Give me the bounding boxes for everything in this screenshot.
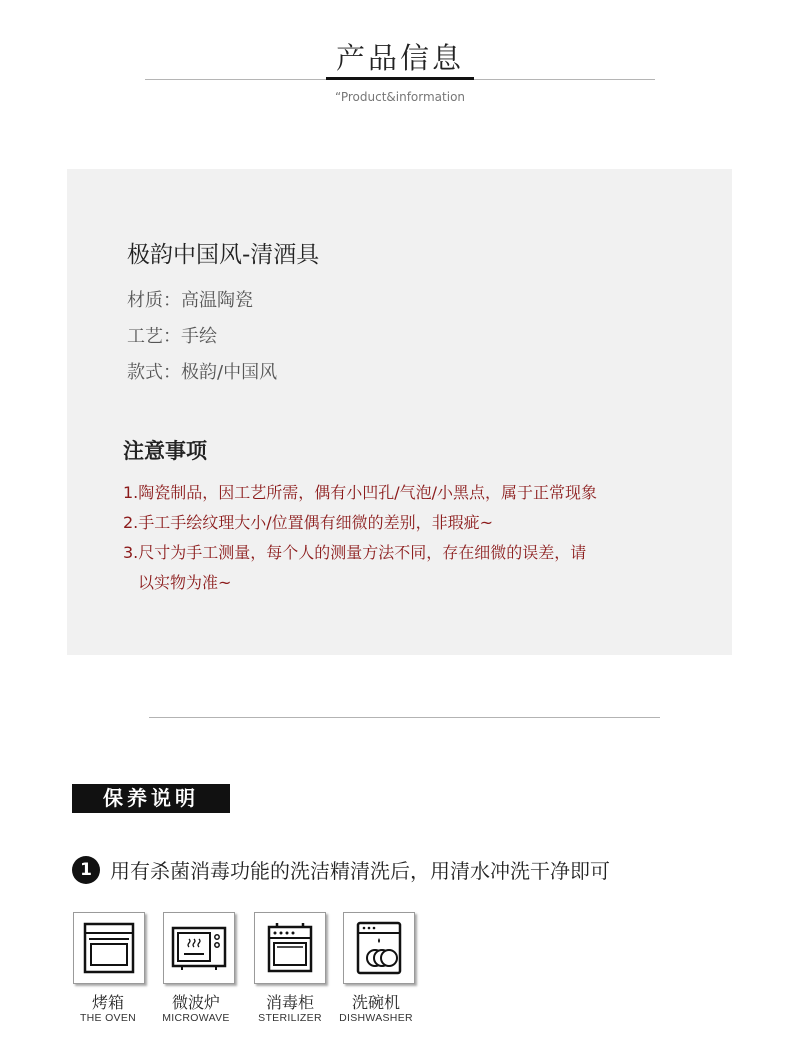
dishwasher-icon: [344, 913, 414, 983]
attribute-craft: [127, 322, 217, 348]
sterilizer-icon: [255, 913, 325, 983]
notice-item-continuation: 以实物为准~: [138, 573, 232, 592]
appliance-label-cn: 烤箱: [91, 993, 124, 1012]
notice-item: 1.陶瓷制品，因工艺所需，偶有小凹孔/气泡/小黑点，属于正常现象: [123, 483, 598, 502]
notice-item: 2.手工手绘纹理大小/位置偶有细微的差别，非瑕疵~: [123, 513, 494, 532]
oven-icon: [74, 913, 144, 983]
care-heading-badge: 保养说明: [72, 784, 230, 813]
section-subtitle: “Product&information: [334, 90, 466, 104]
oven-card: [73, 912, 145, 984]
attribute-label: 款式：: [127, 362, 181, 383]
microwave-card: [163, 912, 235, 984]
attribute-label: 工艺：: [127, 326, 181, 347]
appliance-label-en: THE OVEN: [79, 1012, 137, 1024]
appliance-label-en: DISHWASHER: [339, 1012, 413, 1024]
section-divider: [149, 717, 660, 718]
notice-item: 3.尺寸为手工测量，每个人的测量方法不同，存在细微的误差，请: [123, 543, 587, 562]
attribute-value: 极韵/中国风: [181, 362, 278, 383]
title-underline: [326, 77, 474, 80]
attribute-material: [127, 286, 253, 312]
microwave-icon: [164, 913, 234, 983]
attribute-value: 手绘: [181, 326, 217, 347]
sterilizer-card: [254, 912, 326, 984]
attribute-style: [127, 358, 277, 384]
appliance-label-en: MICROWAVE: [162, 1012, 230, 1024]
product-name: 极韵中国风-清酒具: [127, 242, 320, 268]
step-number-badge: 1: [72, 856, 100, 884]
appliance-label-cn: 洗碗机: [351, 993, 400, 1012]
attribute-value: 高温陶瓷: [181, 290, 253, 311]
appliance-label-en: STERILIZER: [258, 1012, 322, 1024]
appliance-label-cn: 消毒柜: [265, 993, 314, 1012]
section-title: 产品信息: [335, 41, 464, 75]
dishwasher-card: [343, 912, 415, 984]
care-step-text: 用有杀菌消毒功能的洗洁精清洗后，用清水冲洗干净即可: [110, 859, 610, 883]
attribute-label: 材质：: [127, 290, 181, 311]
appliance-label-cn: 微波炉: [171, 993, 220, 1012]
notice-heading: 注意事项: [123, 439, 207, 463]
